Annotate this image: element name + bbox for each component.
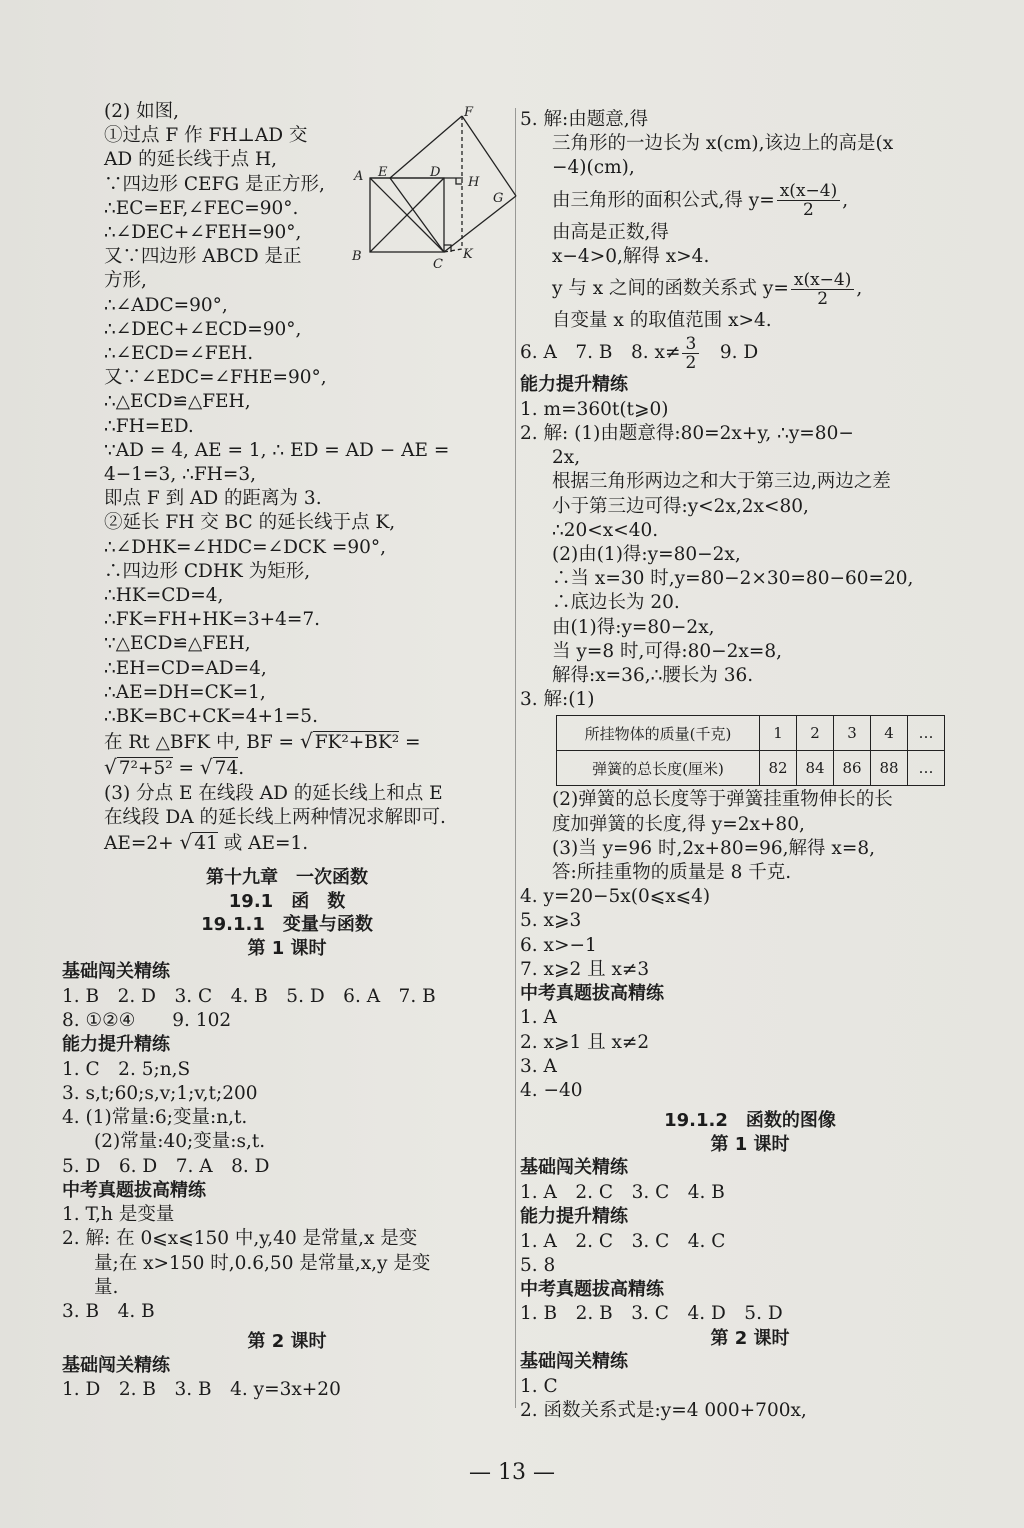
heading-exam: 中考真题拔高精练	[520, 982, 664, 1004]
sqrt-expression: 7²+5²	[118, 758, 173, 780]
text-line: 又∵四边形 ABCD 是正	[104, 246, 302, 268]
answer-line: 1. C 2. 5;n,S	[62, 1058, 191, 1080]
bf-formula-line: 在 Rt △BFK 中, BF = √ FK²+BK² =	[104, 729, 421, 754]
fraction: $\frac{x(x-4)}{2}$	[777, 182, 841, 219]
answer-line: 1. A 2. C 3. C 4. C	[520, 1230, 726, 1252]
label-g: G	[493, 191, 504, 206]
table-cell: 1	[760, 716, 797, 751]
table-cell: 2	[797, 716, 834, 751]
heading-basic: 基础闯关精练	[520, 1351, 628, 1373]
spring-table	[556, 715, 945, 786]
table-cell: …	[908, 751, 945, 786]
answer-line: 1. T,h 是变量	[62, 1204, 175, 1226]
answer-line: 5. x⩾3	[520, 910, 582, 932]
answer-line: (3)当 y=96 时,2x+80=96,解得 x=8,	[552, 837, 875, 859]
answer-line: 1. A	[520, 1007, 557, 1029]
answer-line: 2. x⩾1 且 x≠2	[520, 1031, 650, 1053]
answer-line: 1. B 2. D 3. C 4. B 5. D 6. A 7. B	[62, 985, 436, 1007]
answer-line: 解得:x=36,∴腰长为 36.	[552, 664, 754, 686]
text-line: ∴FH=ED.	[104, 415, 194, 437]
text-line: AD 的延长线于点 H,	[104, 149, 277, 171]
text-line: 由高是正数,得	[552, 221, 669, 243]
text-line: −4)(cm),	[552, 157, 635, 179]
text-line: ∴∠DEC+∠ECD=90°,	[104, 318, 302, 340]
answer-line: ∴底边长为 20.	[552, 592, 680, 614]
sqrt-expression: 41	[194, 833, 218, 855]
label-d: D	[430, 165, 441, 180]
subsection-title: 19.1.2 函数的图像	[664, 1110, 836, 1132]
answer-line: 4. y=20−5x(0⩽x⩽4)	[520, 886, 711, 908]
heading-basic: 基础闯关精练	[62, 961, 170, 983]
answer-line: 度加弹簧的长度,得 y=2x+80,	[552, 813, 805, 835]
label-k: K	[463, 247, 473, 262]
answer-line: 答:所挂重物的质量是 8 千克.	[552, 861, 792, 883]
section-title: 19.1 函 数	[228, 890, 346, 912]
text-line: ∴EC=EF,∠FEC=90°.	[104, 197, 299, 219]
area-formula-line: 由三角形的面积公式,得 y= $\frac{x(x-4)}{2}$ ,	[552, 181, 849, 221]
table-cell: 弹簧的总长度(厘米)	[557, 751, 760, 786]
answer-line: 1. A 2. C 3. C 4. B	[520, 1181, 725, 1203]
answer-line: 2. 解: (1)由题意得:80=2x+y, ∴y=80−	[520, 422, 854, 444]
heading-exam: 中考真题拔高精练	[520, 1278, 664, 1300]
text-line: ∴EH=CD=AD=4,	[104, 657, 267, 679]
table-cell: 84	[797, 751, 834, 786]
text-line: ∴四边形 CDHK 为矩形,	[104, 560, 311, 582]
right-column	[520, 108, 980, 1423]
text-line: (2) 如图,	[104, 101, 179, 122]
answer-line: 6. x>−1	[520, 934, 597, 956]
heading-ability: 能力提升精练	[62, 1034, 170, 1056]
text-line: ∴∠DEC+∠FEH=90°,	[104, 222, 302, 244]
text-line: ∴△ECD≌△FEH,	[104, 391, 251, 413]
label-c: C	[433, 257, 443, 272]
text-line: 自变量 x 的取值范围 x>4.	[552, 310, 772, 332]
chapter-title: 第十九章 一次函数	[206, 867, 368, 889]
answer-line: ∴20<x<40.	[552, 519, 659, 541]
answer-line: 2. 函数关系式是:y=4 000+700x,	[520, 1399, 807, 1421]
answer-line: 7. x⩾2 且 x≠3	[520, 958, 650, 980]
table-cell: 86	[834, 751, 871, 786]
table-cell: 88	[871, 751, 908, 786]
text-line: ∴AE=DH=CK=1,	[104, 681, 266, 703]
answer-line: (2)由(1)得:y=80−2x,	[552, 543, 741, 565]
answer-line: (2)弹簧的总长度等于弹簧挂重物伸长的长	[552, 789, 893, 811]
text-line: 三角形的一边长为 x(cm),该边上的高是(x	[552, 133, 894, 155]
answer-line: 4. (1)常量:6;变量:n,t.	[62, 1107, 248, 1129]
text-line: 方形,	[104, 270, 147, 292]
answer-line: 量;在 x>150 时,0.6,50 是常量,x,y 是变	[94, 1252, 431, 1274]
label-e: E	[378, 165, 388, 180]
ae-answer-line: AE=2+ √ 41 或 AE=1.	[104, 830, 309, 855]
answer-line: 3. 解:(1)	[520, 689, 595, 711]
text-line: 5. 解:由题意,得	[520, 109, 649, 130]
lesson-title: 第 2 课时	[247, 1331, 327, 1353]
text-line: ∴∠ECD=∠FEH.	[104, 343, 254, 365]
heading-basic: 基础闯关精练	[62, 1354, 170, 1376]
text-line: ∵△ECD≌△FEH,	[104, 633, 251, 655]
text-line: ∵四边形 CEFG 是正方形,	[104, 173, 325, 195]
bf-result-line: √ 7²+5² = √ 74.	[104, 755, 245, 780]
answer-line: 1. m=360t(t⩾0)	[520, 398, 669, 420]
page-number: — 13 —	[469, 1460, 555, 1485]
answer-line: 4. −40	[520, 1080, 583, 1102]
answer-line: (2)常量:40;变量:s,t.	[94, 1131, 266, 1153]
text-line: 即点 F 到 AD 的距离为 3.	[104, 488, 322, 510]
text-line: ∵AD = 4, AE = 1, ∴ ED = AD − AE =	[104, 439, 450, 461]
answer-line: 1. D 2. B 3. B 4. y=3x+20	[62, 1379, 341, 1401]
answer-line: 2x,	[552, 447, 581, 469]
answer-line: 6. A 7. B 8. x≠ $\frac{3}{2}$ 9. D	[520, 333, 759, 373]
text-line: (3) 分点 E 在线段 AD 的延长线上和点 E	[104, 782, 443, 804]
text-line: ∴FK=FH+HK=3+4=7.	[104, 609, 321, 631]
text-line: ∴HK=CD=4,	[104, 585, 224, 607]
lesson-title: 第 1 课时	[247, 937, 327, 959]
text-line: ∴∠DHK=∠HDC=∠DCK =90°,	[104, 536, 387, 558]
column-divider	[515, 108, 516, 1408]
answer-line: 3. s,t;60;s,v;1;v,t;200	[62, 1082, 258, 1104]
left-column	[62, 100, 512, 1402]
table-row	[557, 716, 945, 751]
text-line: ②延长 FH 交 BC 的延长线于点 K,	[104, 512, 396, 534]
answer-line: 5. D 6. D 7. A 8. D	[62, 1155, 270, 1177]
subsection-title: 19.1.1 变量与函数	[201, 914, 373, 936]
label-a: A	[354, 169, 364, 184]
answer-line: 当 y=8 时,可得:80−2x=8,	[552, 640, 782, 662]
fraction: $\frac{3}{2}$	[682, 335, 699, 372]
answer-line: 5. 8	[520, 1254, 556, 1276]
text-line: ∴BK=BC+CK=4+1=5.	[104, 706, 318, 728]
sqrt-expression: 74	[214, 758, 239, 780]
answer-line: 小于第三边可得:y<2x,2x<80,	[552, 495, 809, 517]
label-f: F	[464, 105, 474, 120]
text-line: 又∵∠EDC=∠FHE=90°,	[104, 367, 327, 389]
answer-line: 量.	[94, 1276, 119, 1298]
answer-line: ∴当 x=30 时,y=80−2×30=80−60=20,	[552, 568, 914, 590]
function-formula-line: y 与 x 之间的函数关系式 y= $\frac{x(x-4)}{2}$ ,	[552, 269, 863, 309]
heading-ability: 能力提升精练	[520, 374, 628, 396]
lesson-title: 第 1 课时	[710, 1133, 790, 1155]
table-cell: 4	[871, 716, 908, 751]
answer-line: 由(1)得:y=80−2x,	[552, 616, 715, 638]
label-h: H	[468, 175, 480, 190]
text-line: ∴∠ADC=90°,	[104, 294, 228, 316]
lesson-title: 第 2 课时	[710, 1327, 790, 1349]
table-row	[557, 751, 945, 786]
answer-line: 3. B 4. B	[62, 1301, 155, 1323]
table-cell: 3	[834, 716, 871, 751]
heading-basic: 基础闯关精练	[520, 1157, 628, 1179]
label-b: B	[352, 249, 362, 264]
answer-line: 1. B 2. B 3. C 4. D 5. D	[520, 1303, 783, 1325]
text-line: 在线段 DA 的延长线上两种情况求解即可.	[104, 806, 446, 828]
text-line: ①过点 F 作 FH⊥AD 交	[104, 125, 308, 147]
answer-line: 1. C	[520, 1375, 558, 1397]
answer-line: 根据三角形两边之和大于第三边,两边之差	[552, 471, 891, 493]
fraction: $\frac{x(x-4)}{2}$	[791, 271, 855, 308]
heading-exam: 中考真题拔高精练	[62, 1179, 206, 1201]
answer-line: 8. ①②④ 9. 102	[62, 1010, 232, 1031]
text-line: x−4>0,解得 x>4.	[552, 245, 710, 267]
table-cell: 所挂物体的质量(千克)	[557, 716, 760, 751]
sqrt-expression: FK²+BK²	[314, 732, 400, 754]
table-cell: …	[908, 716, 945, 751]
answer-line: 2. 解: 在 0⩽x⩽150 中,y,40 是常量,x 是变	[62, 1228, 418, 1250]
table-cell: 82	[760, 751, 797, 786]
heading-ability: 能力提升精练	[520, 1206, 628, 1227]
text-line: 4−1=3, ∴FH=3,	[104, 464, 256, 486]
answer-line: 3. A	[520, 1055, 557, 1077]
